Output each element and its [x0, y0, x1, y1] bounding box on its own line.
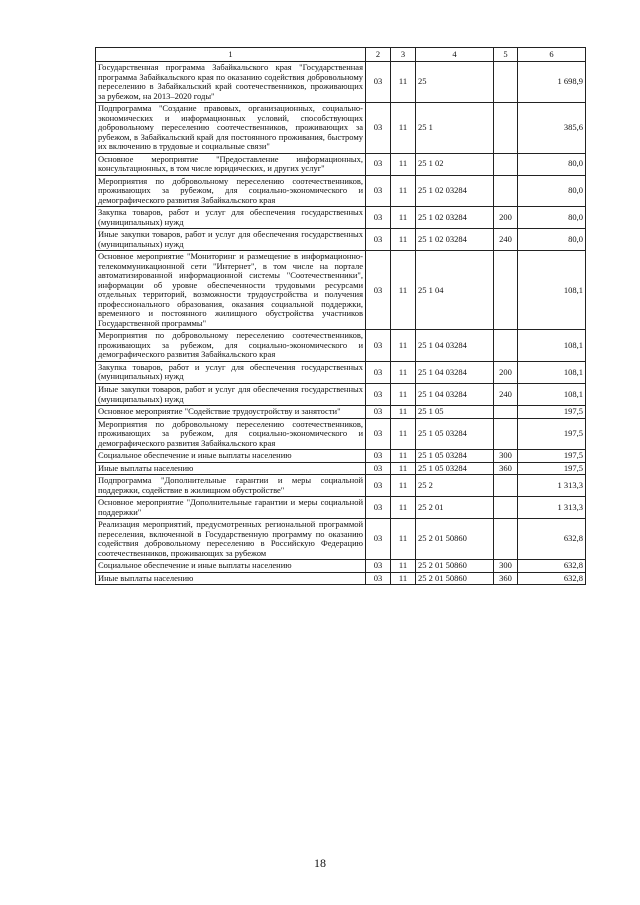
row-name-cell: Подпрограмма "Дополнительные гарантии и меры социальной поддержки, содействие в жилищном обустройстве" — [96, 475, 366, 497]
amount-cell: 108,1 — [518, 330, 586, 362]
amount-cell: 80,0 — [518, 175, 586, 207]
row-name-cell: Иные закупки товаров, работ и услуг для обеспечения государственных (муниципальных) нужд — [96, 229, 366, 251]
row-name-cell: Социальное обеспечение и иные выплаты населению — [96, 450, 366, 463]
section-code-cell: 03 — [366, 251, 391, 330]
table-row — [96, 475, 586, 497]
table-row — [96, 572, 586, 585]
table-row — [96, 406, 586, 419]
row-name-cell: Иные выплаты населению — [96, 462, 366, 475]
subsection-code-cell: 11 — [391, 251, 416, 330]
expense-type-cell — [494, 330, 518, 362]
target-code-cell: 25 1 02 03284 — [416, 175, 494, 207]
subsection-code-cell: 11 — [391, 175, 416, 207]
amount-cell: 1 313,3 — [518, 497, 586, 519]
subsection-code-cell: 11 — [391, 361, 416, 383]
expense-type-cell: 200 — [494, 207, 518, 229]
table-row — [96, 462, 586, 475]
amount-cell: 108,1 — [518, 361, 586, 383]
expense-type-cell: 300 — [494, 560, 518, 573]
table-row — [96, 418, 586, 450]
row-name-cell: Мероприятия по добровольному переселению соотечественников, проживающих за рубежом, для социально-экономического и демографического развития Забайкальского края — [96, 418, 366, 450]
table-row — [96, 330, 586, 362]
subsection-code-cell: 11 — [391, 560, 416, 573]
amount-cell: 1 313,3 — [518, 475, 586, 497]
section-code-cell: 03 — [366, 475, 391, 497]
row-name-cell: Подпрограмма "Создание правовых, организационных, социально-экономических и информационных условий, способствующих добровольному переселению соотечественников, проживающих за рубежом, в Забайкальский край для постоянного проживания, быстрому их включению в трудовые и социальные связи" — [96, 103, 366, 154]
table-body — [96, 62, 586, 585]
section-code-cell: 03 — [366, 361, 391, 383]
section-code-cell: 03 — [366, 383, 391, 405]
target-code-cell: 25 1 05 — [416, 406, 494, 419]
subsection-code-cell: 11 — [391, 519, 416, 560]
table-row — [96, 251, 586, 330]
target-code-cell: 25 1 04 03284 — [416, 330, 494, 362]
target-code-cell: 25 1 05 03284 — [416, 462, 494, 475]
column-header: 3 — [391, 48, 416, 62]
amount-cell: 80,0 — [518, 153, 586, 175]
expense-type-cell — [494, 175, 518, 207]
table-row — [96, 383, 586, 405]
target-code-cell: 25 1 04 03284 — [416, 383, 494, 405]
subsection-code-cell: 11 — [391, 207, 416, 229]
expense-type-cell — [494, 251, 518, 330]
expense-type-cell — [494, 406, 518, 419]
table-row — [96, 175, 586, 207]
expense-type-cell — [494, 519, 518, 560]
table-row — [96, 229, 586, 251]
table-row — [96, 497, 586, 519]
expense-type-cell — [494, 103, 518, 154]
amount-cell: 197,5 — [518, 418, 586, 450]
section-code-cell: 03 — [366, 229, 391, 251]
target-code-cell: 25 1 05 03284 — [416, 418, 494, 450]
row-name-cell: Основное мероприятие "Дополнительные гарантии и меры социальной поддержки" — [96, 497, 366, 519]
expense-type-cell: 200 — [494, 361, 518, 383]
subsection-code-cell: 11 — [391, 62, 416, 103]
row-name-cell: Основное мероприятие "Мониторинг и размещение в информационно-телекоммуникационной сети "Интернет", в том числе на портале автоматизированной информационной системы "Соотечественники", информации об уровне обеспеченности трудовыми ресурсами отдельных территорий, возможности трудоустройства и получения профессионального образования, оказания социальной поддержки, временного и постоянного жилищного обустройства участников Государственной программы" — [96, 251, 366, 330]
amount-cell: 80,0 — [518, 207, 586, 229]
subsection-code-cell: 11 — [391, 450, 416, 463]
table-row — [96, 560, 586, 573]
row-name-cell: Государственная программа Забайкальского края "Государственная программа Забайкальского края по оказанию содействия добровольному переселению в Забайкальский край соотечественников, проживающих за рубежом, на 2013–2020 годы" — [96, 62, 366, 103]
section-code-cell: 03 — [366, 103, 391, 154]
column-header: 2 — [366, 48, 391, 62]
target-code-cell: 25 1 — [416, 103, 494, 154]
target-code-cell: 25 2 01 — [416, 497, 494, 519]
amount-cell: 632,8 — [518, 519, 586, 560]
target-code-cell: 25 1 02 03284 — [416, 207, 494, 229]
subsection-code-cell: 11 — [391, 330, 416, 362]
table-header-row — [96, 48, 586, 62]
row-name-cell: Закупка товаров, работ и услуг для обеспечения государственных (муниципальных) нужд — [96, 361, 366, 383]
amount-cell: 197,5 — [518, 406, 586, 419]
target-code-cell: 25 2 01 50860 — [416, 560, 494, 573]
amount-cell: 1 698,9 — [518, 62, 586, 103]
row-name-cell: Реализация мероприятий, предусмотренных региональной программой переселения, включенной в Государственную программу по оказанию содействия добровольному переселению в Российскую Федерацию соотечественников, проживающих за рубежом — [96, 519, 366, 560]
column-header: 6 — [518, 48, 586, 62]
row-name-cell: Мероприятия по добровольному переселению соотечественников, проживающих за рубежом, для социально-экономического и демографического развития Забайкальского края — [96, 330, 366, 362]
target-code-cell: 25 2 01 50860 — [416, 572, 494, 585]
amount-cell: 108,1 — [518, 251, 586, 330]
section-code-cell: 03 — [366, 519, 391, 560]
expense-type-cell — [494, 497, 518, 519]
section-code-cell: 03 — [366, 497, 391, 519]
subsection-code-cell: 11 — [391, 229, 416, 251]
subsection-code-cell: 11 — [391, 475, 416, 497]
row-name-cell: Закупка товаров, работ и услуг для обеспечения государственных (муниципальных) нужд — [96, 207, 366, 229]
page-number: 18 — [314, 856, 326, 870]
amount-cell: 197,5 — [518, 462, 586, 475]
amount-cell: 385,6 — [518, 103, 586, 154]
amount-cell: 197,5 — [518, 450, 586, 463]
subsection-code-cell: 11 — [391, 418, 416, 450]
table-row — [96, 62, 586, 103]
target-code-cell: 25 — [416, 62, 494, 103]
target-code-cell: 25 1 02 — [416, 153, 494, 175]
row-name-cell: Основное мероприятие "Содействие трудоустройству и занятости" — [96, 406, 366, 419]
expense-type-cell: 300 — [494, 450, 518, 463]
subsection-code-cell: 11 — [391, 383, 416, 405]
subsection-code-cell: 11 — [391, 103, 416, 154]
subsection-code-cell: 11 — [391, 406, 416, 419]
amount-cell: 632,8 — [518, 572, 586, 585]
subsection-code-cell: 11 — [391, 153, 416, 175]
amount-cell: 80,0 — [518, 229, 586, 251]
expense-type-cell — [494, 418, 518, 450]
section-code-cell: 03 — [366, 560, 391, 573]
table-row — [96, 361, 586, 383]
amount-cell: 108,1 — [518, 383, 586, 405]
section-code-cell: 03 — [366, 207, 391, 229]
section-code-cell: 03 — [366, 572, 391, 585]
row-name-cell: Мероприятия по добровольному переселению соотечественников, проживающих за рубежом, для социально-экономического и демографического развития Забайкальского края — [96, 175, 366, 207]
table-row — [96, 153, 586, 175]
expense-type-cell: 240 — [494, 383, 518, 405]
column-header: 4 — [416, 48, 494, 62]
table-row — [96, 103, 586, 154]
row-name-cell: Иные закупки товаров, работ и услуг для обеспечения государственных (муниципальных) нужд — [96, 383, 366, 405]
expense-type-cell — [494, 153, 518, 175]
subsection-code-cell: 11 — [391, 497, 416, 519]
target-code-cell: 25 1 02 03284 — [416, 229, 494, 251]
row-name-cell: Основное мероприятие "Предоставление информационных, консультационных, в том числе юридических, и других услуг" — [96, 153, 366, 175]
target-code-cell: 25 2 — [416, 475, 494, 497]
budget-table — [95, 47, 586, 585]
expense-type-cell — [494, 62, 518, 103]
row-name-cell: Социальное обеспечение и иные выплаты населению — [96, 560, 366, 573]
target-code-cell: 25 1 05 03284 — [416, 450, 494, 463]
table-row — [96, 207, 586, 229]
section-code-cell: 03 — [366, 153, 391, 175]
target-code-cell: 25 1 04 03284 — [416, 361, 494, 383]
column-header: 1 — [96, 48, 366, 62]
amount-cell: 632,8 — [518, 560, 586, 573]
expense-type-cell — [494, 475, 518, 497]
expense-type-cell: 360 — [494, 462, 518, 475]
section-code-cell: 03 — [366, 450, 391, 463]
section-code-cell: 03 — [366, 406, 391, 419]
table-row — [96, 519, 586, 560]
target-code-cell: 25 2 01 50860 — [416, 519, 494, 560]
section-code-cell: 03 — [366, 62, 391, 103]
target-code-cell: 25 1 04 — [416, 251, 494, 330]
section-code-cell: 03 — [366, 462, 391, 475]
expense-type-cell: 360 — [494, 572, 518, 585]
subsection-code-cell: 11 — [391, 572, 416, 585]
section-code-cell: 03 — [366, 418, 391, 450]
table-row — [96, 450, 586, 463]
column-header: 5 — [494, 48, 518, 62]
section-code-cell: 03 — [366, 175, 391, 207]
subsection-code-cell: 11 — [391, 462, 416, 475]
expense-type-cell: 240 — [494, 229, 518, 251]
row-name-cell: Иные выплаты населению — [96, 572, 366, 585]
section-code-cell: 03 — [366, 330, 391, 362]
